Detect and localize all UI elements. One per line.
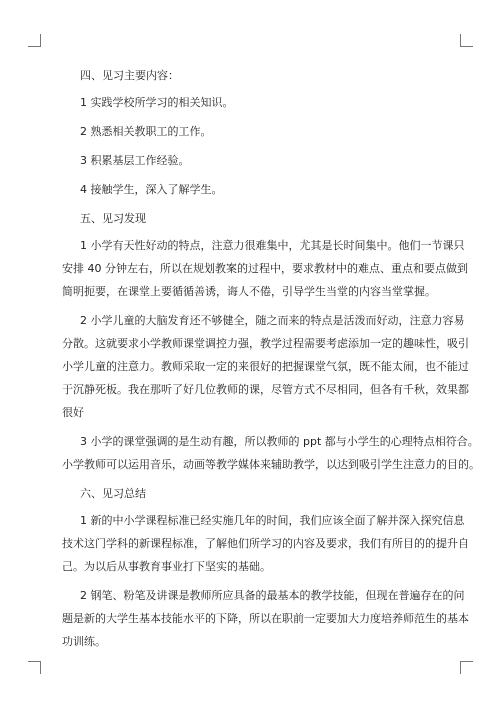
paragraph-line: 1 新的中小学课程标准已经实施几年的时间，我们应该全面了解并深入探究信息 [80,514,465,527]
crop-mark-bottom-left [28,661,41,674]
list-item: 3 积累基层工作经验。 [80,154,190,167]
document-body [62,64,480,659]
paragraph-line: 于沉静死板。我在那听了好几位教师的课，尽管方式不尽相同，但各有千秋，效果都 [62,383,469,396]
crop-mark-top-right [460,34,473,47]
section-heading: 五、见习发现 [80,212,146,225]
paragraph [62,430,480,476]
paragraph-line: 简明扼要，在课堂上要循循善诱，诲人不倦，引导学生当堂的内容当堂掌握。 [62,285,436,298]
paragraph-line: 技术这门学科的新课程标准，了解他们所学习的内容及要求，我们有所目的的提升自 [62,537,469,550]
paragraph-line: 2 钢笔、粉笔及讲课是教师所应具备的最基本的教学技能，但现在普遍存在的问 [80,589,465,602]
paragraph-line: 安排 40 分钟左右，所以在规划教案的过程中，要求教材中的难点、重点和要点做到 [62,262,468,275]
list-item: 1 实践学校所学习的相关知识。 [80,96,234,109]
paragraph-line: 功训练。 [62,635,106,648]
paragraph [62,309,469,424]
list-item: 2 熟悉相关教职工的工作。 [80,125,212,138]
paragraph-line: 2 小学儿童的大脑发育还不够健全，随之而来的特点是活泼而好动，注意力容易 [80,314,465,327]
paragraph-line: 己。为以后从事教育事业打下坚实的基础。 [62,560,271,573]
crop-mark-bottom-right [460,661,473,674]
list-item: 4 接触学生，深入了解学生。 [80,183,223,196]
paragraph-line: 3 小学的课堂强调的是生动有趣，所以教师的 ppt 都与小学生的心理特点相符合。 [80,435,479,448]
paragraph-line: 1 小学有天性好动的特点，注意力很难集中，尤其是长时间集中。他们一节课只 [80,239,465,252]
paragraph [62,509,469,578]
paragraph [62,584,469,653]
section-heading: 六、见习总结 [80,487,146,500]
paragraph-line: 小学教师可以运用音乐，动画等教学媒体来辅助教学，以达到吸引学生注意力的目的。 [62,458,480,471]
paragraph-line: 小学儿童的注意力。教师采取一定的来很好的把握课堂气氛，既不能太闹，也不能过 [62,360,469,373]
paragraph [62,234,468,303]
paragraph-line: 分散。这就要求小学教师课堂调控力强，教学过程需要考虑添加一定的趣味性，吸引 [62,337,469,350]
paragraph-line: 很好 [62,406,84,419]
paragraph-line: 题是新的大学生基本技能水平的下降，所以在职前一定要加大力度培养师范生的基本 [62,612,469,625]
section-heading: 四、见习主要内容： [80,69,179,82]
crop-mark-top-left [28,34,41,47]
